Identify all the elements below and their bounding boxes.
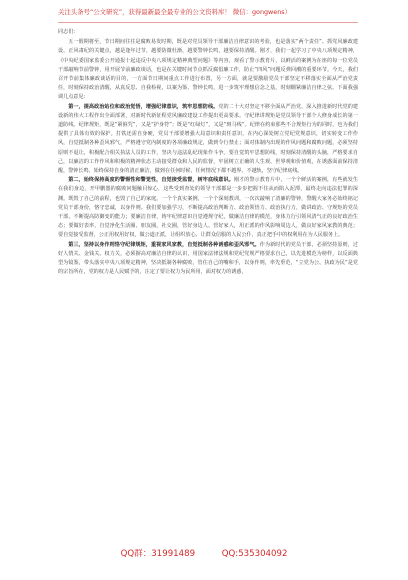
header-banner: 关注头条号“公文研究”，获得最新最全最专业的公文资料库！ 微信：gongwens） xyxy=(58,8,291,16)
header-divider xyxy=(58,22,358,23)
point-heading: 第三，坚持以身作则恪守纪律规矩，重视家风家教，自觉抵制各种诱惑和歪风邪气。 xyxy=(68,241,260,248)
paragraph-point-2: 第二，始终保持高度的警惕性和警觉性，自觉接受监督，树牢底线意识。刚才的警示教育片中，一个个鲜活的案例，有些就发生在我们身边，开甲鹏器的腐败问题触目惊心，这些受到查处的领导干部都是一步步把握不住从而陷入泥潭，最终走向违法犯罪的深渊。既毁了自己的前程，也毁了自己的家庭。一个个真实案例，一个个深刻教训，一次次敲响了清廉的警钟，警醒大家务必始终铭记党员干部身份，恪守忠诚，以身作则。我们要加强学习，不断提高政治判断力、政治领悟力、政治执行力，做讲政治、守规矩的党员干部，不断提高防御变的能力；要廉洁自律，铸牢纪律意识自觉遵规守纪，做廉洁自律的模范，身体力行引领风清气正的良好政治生态；要做好表率，自觉净化生活圈、朋友圈。社交圈，管好身边人、管好家人，用正派的作风影响周边人，做良好家风家教的典范；要自觉接受监督，公正用权用好权，做公道正派，让组织放心、让群众信服的人民公仆，真正把手中的权利用在为人民服务上。 xyxy=(58,177,358,239)
paragraph-point-3: 第三，坚持以身作则恪守纪律规矩，重视家风家教，自觉抵制各种诱惑和歪风邪气。作为新时代的党员干部，必须坚持原则，过好人情关、金钱关、权力关，必须摒高对廉洁自律的认识，用国家法律法规和党纪党规严格要求自己，以先进模范为榜样，以反面典型为镜鉴，带头落实中央八项规定精神，坚决抵制各种腐败，管住自己的嘴和手，以身作则，率先垂范，“立党为公、执政为民”是党的宗旨所在，党的权力是人民赋予的，注定了要让权力为民所用，面对权力的诱惑， xyxy=(58,241,358,276)
greeting: 同志们： xyxy=(58,29,79,35)
paragraph-intro: 五一假期将至，节日期间往往是腐败易发时期，既是对党员领导干部廉洁自律意识的考验，也是落实“两个责任”、抓党风廉政建设、正风肃纪的关键点，越是逢年过节，越要防微杜渐，越要警钟长鸣，越要保持清醒。刚才，我们一起学习了中央八项规定精神，《中央纪委国家监委公开通报十起违反中央八项规定精神典型问题》等内容，观看了警示教育片，以鲜活的案例为在座的每一位党员干部敲响节前警钟，用开展节前廉政谈话，也是在关键时间节点抓反腐倡廉工作，防止“四风”问题反弹回潮的重要环节。今天，我们召开节前集体廉政谈话的目的，一方面节日期间重点工作进行布置，另一方面，就是要激励党员干部坚定不移落实全面从严治党责任，时刻保持政治清醒，从真反思、自我检视，以案为鉴、警钟长鸣，进一步筑牢理想信念之基，时刻绷紧廉洁自律之弦。下面我强调几点意见： xyxy=(58,39,358,101)
point-heading: 第二，始终保持高度的警惕性和警觉性，自觉接受监督，树牢底线意识。 xyxy=(68,177,234,184)
paragraph-point-1: 第一，提高政治站位和政治觉悟，增强纪律意识，筑牢思想防线。党的二十大对坚定不移全面从严治党、深入推进新时代党的建设新的伟大工程作出全面部署，对新时代新征程党风廉政建设工作提出更高要求。守纪律讲规矩是党员领导干部个人修身成长的第一道防线。纪律规矩，既是“紧箍咒”，又是“护身符”；既是“红绿灯”，又是“斑马线”。纪律在约束那些不合规矩行为的同时，也为我们提供了具体有效的保护。打铁还需自身硬，党员干部要增强大局意识和责任意识，在内心深处树立党纪党规意识，切实转变工作作风，自觉抵制各种歪风邪气，严格遵守党内制度的各项廉政规定，做到令行禁止；面对体制内出现的作风问题和腐败问题，必须坚持原则不退让，积极配合相关执法人员的工作，坚决与违法乱纪现象作斗争。要自觉筑牢思想防线，时刻保持清醒的头脑，严格要求自己，以廉洁的工作作风和积极的精神状态主动接受群众和人民的监督，牢固树立正确的人生观、世界观和价值观，在诱惑面前保持清醒，警钟长鸣，始终保持自身的清正廉洁，做到在任何时候、任何情况下都不越界、不越轨，坚守纪律底线。 xyxy=(58,103,358,175)
point-heading: 第一，提高政治站位和政治觉悟，增强纪律意识，筑牢思想防线。 xyxy=(68,103,219,110)
footer-qq: QQ:535304092 xyxy=(221,549,288,559)
footer-qq-group: QQ群：31991489 xyxy=(120,549,196,559)
page-footer xyxy=(0,547,408,561)
document-body xyxy=(58,24,358,536)
